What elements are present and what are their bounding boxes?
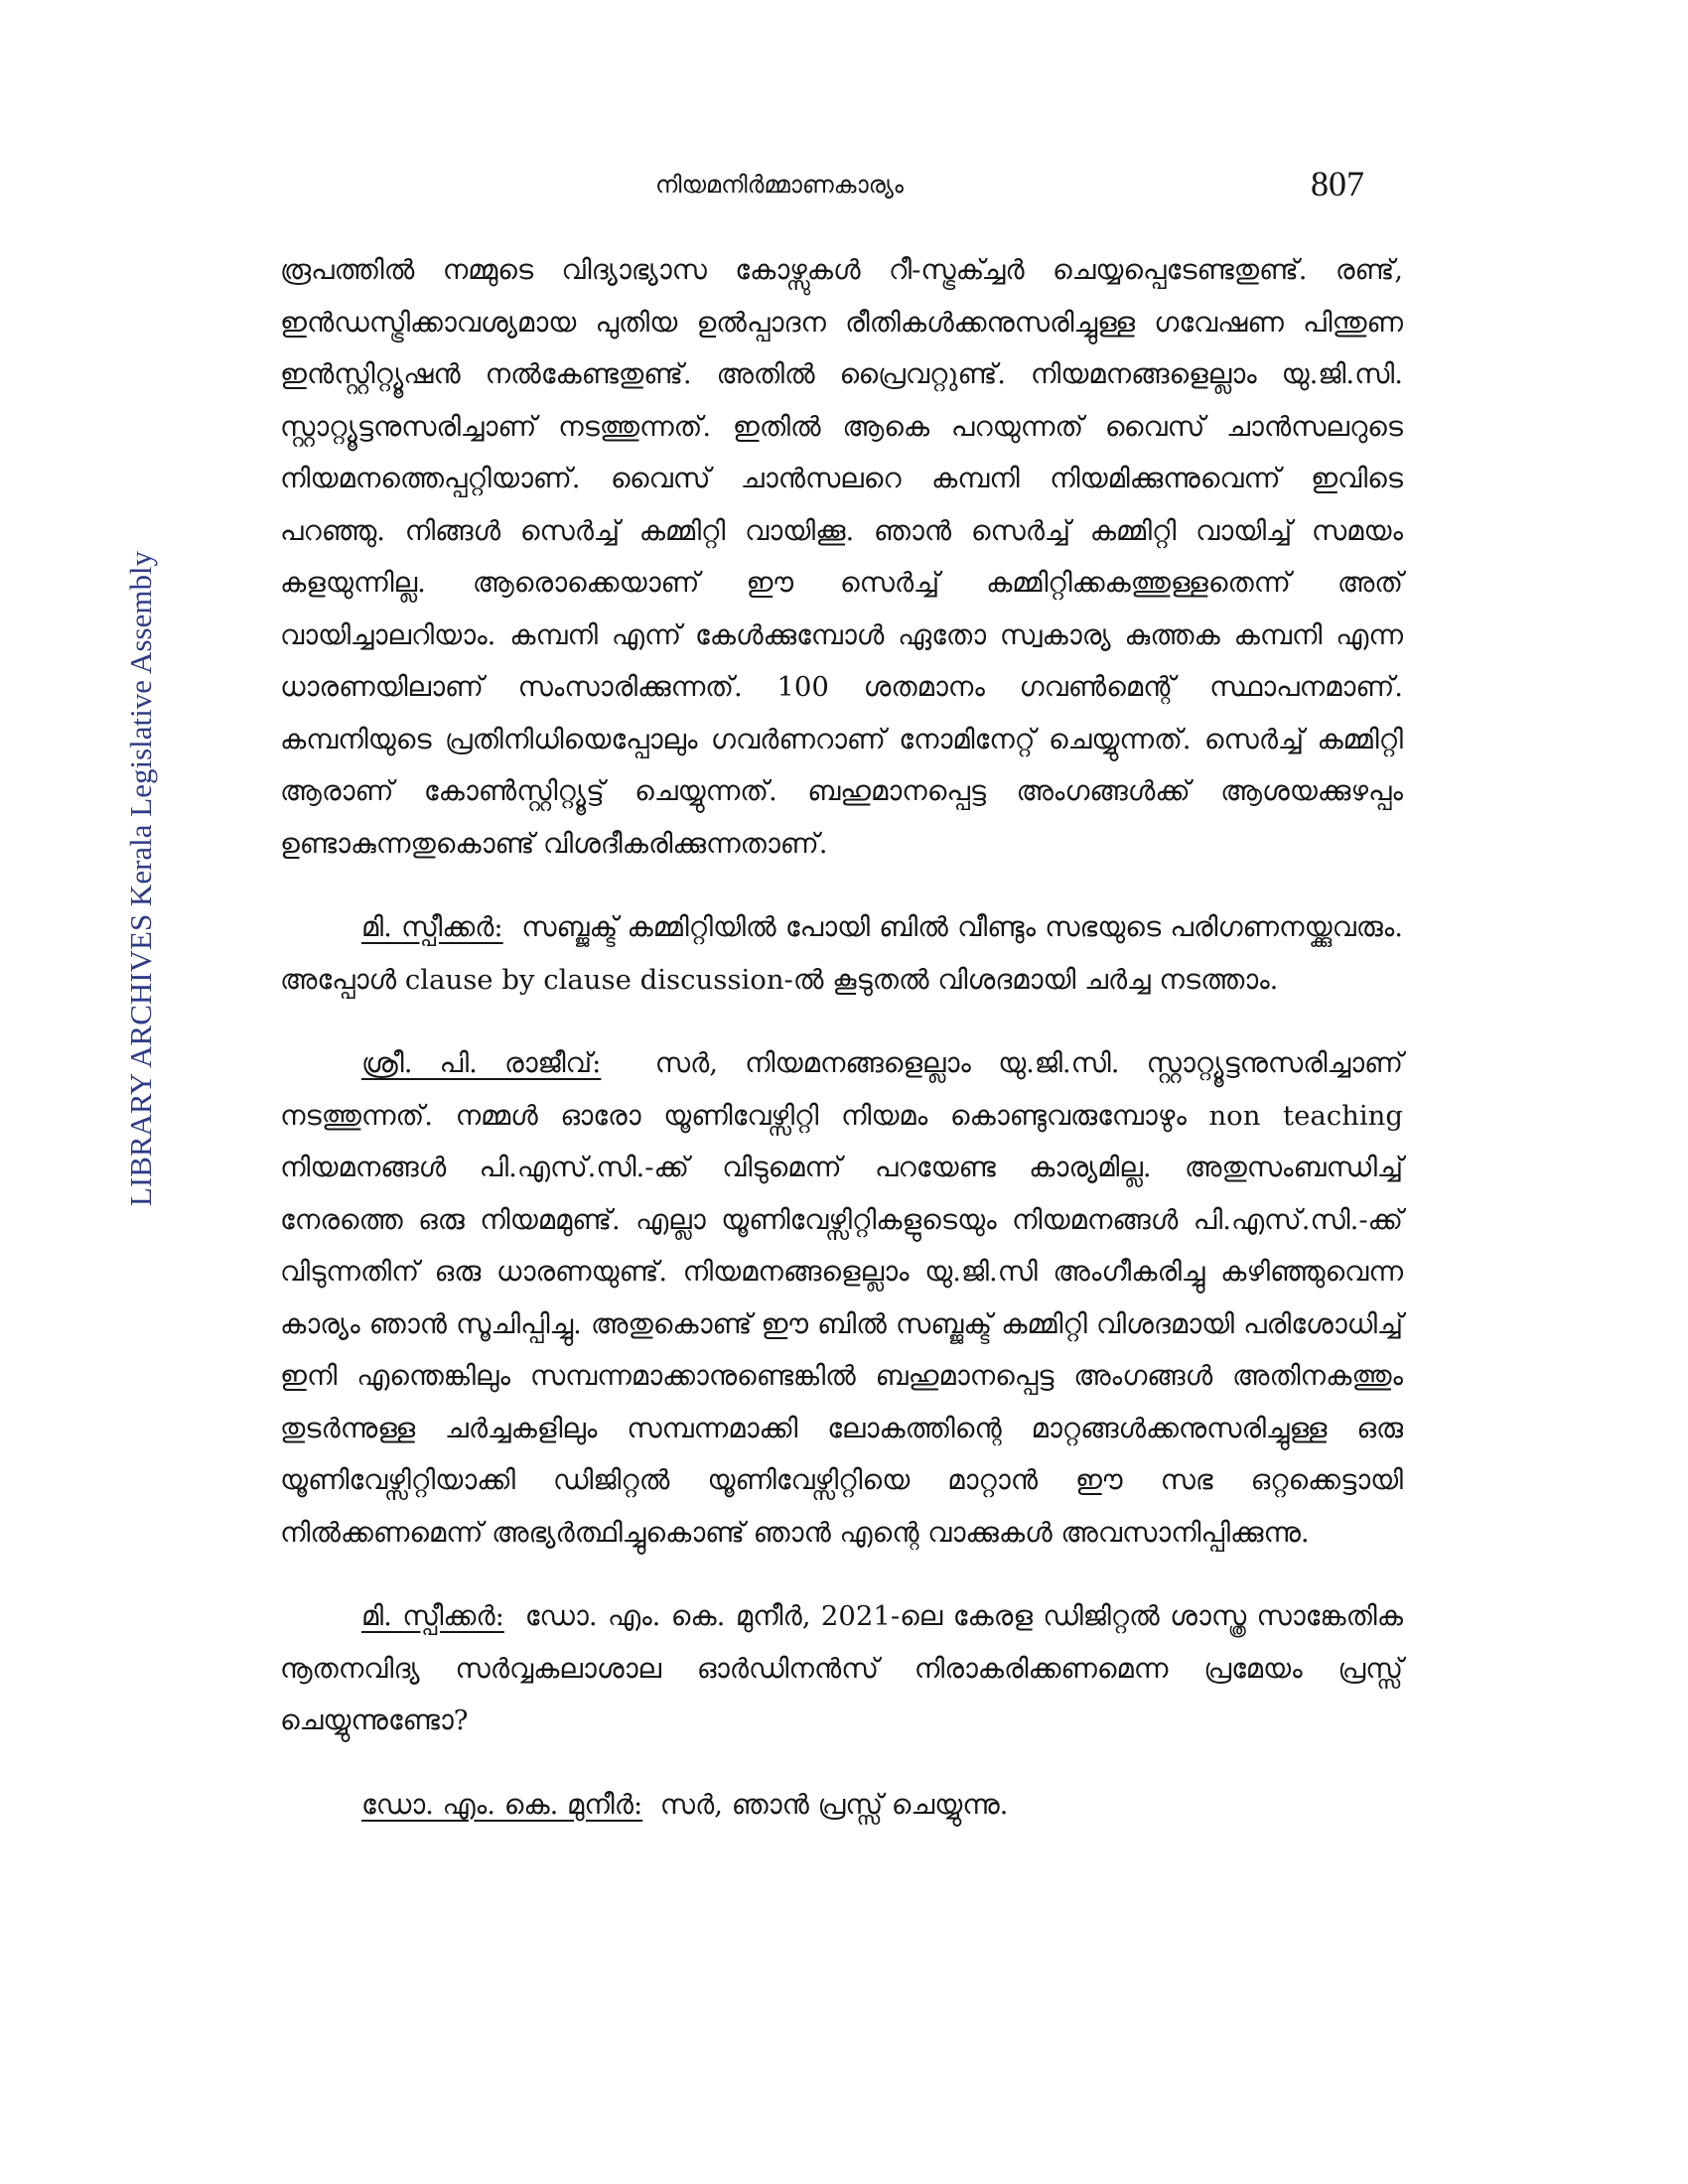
paragraph-text: സർ, നിയമനങ്ങളെല്ലാം യു.ജി.സി. സ്റ്റാറ്റ്യൂട്ടനുസരിച്ചാണ് നടത്തുന്നത്. നമ്മൾ ഓരോ യൂണിവേഴ്സിറ്റി നിയമം കൊണ്ടുവരുമ്പോഴും non teaching നിയമനങ്ങൾ പി.എസ്.സി.-ക്ക് വിടുമെന്ന് പറയേണ്ട കാര്യമില്ല. അതുസംബന്ധിച്ച് നേരത്തെ ഒരു നിയമമുണ്ട്. എല്ലാ യൂണിവേഴ്സിറ്റികളുടെയും നിയമനങ്ങൾ പി.എസ്.സി.-ക്ക് വിടുന്നതിന് ഒരു ധാരണയുണ്ട്. നിയമനങ്ങളെല്ലാം യു.ജി.സി അംഗീകരിച്ചു കഴിഞ്ഞുവെന്ന കാര്യം ഞാൻ സൂചിപ്പിച്ചു. അതുകൊണ്ട് ഈ ബിൽ സബ്ജക്ട് കമ്മിറ്റി വിശദമായി പരിശോധിച്ച് ഇനി എന്തെങ്കിലും സമ്പന്നമാക്കാനുണ്ടെങ്കിൽ ബഹുമാനപ്പെട്ട അംഗങ്ങൾ അതിനകത്തും തുടർന്നുള്ള ചർച്ചകളിലും സമ്പന്നമാക്കി ലോകത്തിന്റെ മാറ്റങ്ങൾക്കനുസരിച്ചുള്ള ഒരു യൂണിവേഴ്സിറ്റിയാക്കി ഡിജിറ്റൽ യൂണിവേഴ്സിറ്റിയെ മാറ്റാൻ ഈ സഭ ഒറ്റക്കെട്ടായി നിൽക്കണമെന്ന് അഭ്യർത്ഥിച്ചുകൊണ്ട് ഞാൻ എന്റെ വാക്കുകൾ അവസാനിപ്പിക്കുന്നു.: [280, 1047, 1403, 1549]
paragraph-speaker-statement: [280, 1037, 1403, 1559]
paragraph-speaker-statement: [280, 1590, 1403, 1747]
speaker-name: മി. സ്പീക്കർ:: [361, 1600, 504, 1632]
running-header-title: നിയമനിർമ്മാണകാര്യം: [655, 171, 904, 199]
paragraph-text: സർ, ഞാൻ പ്രസ്സ് ചെയ്യുന്നു.: [659, 1788, 1009, 1821]
page-body: [280, 244, 1403, 1862]
paragraph-text: ഡോ. എം. കെ. മുനീർ, 2021-ലെ കേരള ഡിജിറ്റൽ ശാസ്ത്ര സാങ്കേതിക നൂതനവിദ്യ സർവ്വകലാശാല ഓർഡിനൻസ് നിരാകരിക്കണമെന്ന പ്രമേയം പ്രസ്സ് ചെയ്യുന്നുണ്ടോ?: [280, 1600, 1403, 1736]
paragraph-speaker-statement: [280, 901, 1403, 1006]
page-number: 807: [1311, 164, 1364, 204]
paragraph-continuation: [280, 244, 1403, 870]
paragraph-text: സബ്ജക്ട് കമ്മിറ്റിയിൽ പോയി ബിൽ വീണ്ടും സഭയുടെ പരിഗണനയ്ക്കുവരും. അപ്പോൾ clause by clause discussion-ൽ കൂടുതൽ വിശദമായി ചർച്ച നടത്താം.: [280, 911, 1404, 996]
speaker-name: ഡോ. എം. കെ. മുനീർ:: [361, 1788, 643, 1821]
speaker-name: ശ്രീ. പി. രാജീവ്:: [361, 1047, 602, 1079]
archive-watermark: LIBRARY ARCHIVES Kerala Legislative Assembly: [123, 550, 158, 1207]
paragraph-speaker-statement: [280, 1779, 1403, 1832]
speaker-name: മി. സ്പീക്കർ:: [361, 911, 503, 943]
paragraph-text: രൂപത്തിൽ നമ്മുടെ വിദ്യാഭ്യാസ കോഴ്സുകൾ റീ-സ്ട്രക്ച്ചർ ചെയ്യപ്പെടേണ്ടതുണ്ട്. രണ്ട്, ഇൻഡസ്ട്രിക്കാവശ്യമായ പുതിയ ഉൽപ്പാദന രീതികൾക്കനുസരിച്ചുള്ള ഗവേഷണ പിന്തുണ ഇൻസ്റ്റിറ്റ്യൂഷൻ നൽകേണ്ടതുണ്ട്. അതിൽ പ്രൈവറ്റുണ്ട്. നിയമനങ്ങളെല്ലാം യു.ജി.സി. സ്റ്റാറ്റ്യൂട്ടനുസരിച്ചാണ് നടത്തുന്നത്. ഇതിൽ ആകെ പറയുന്നത് വൈസ് ചാൻസലറുടെ നിയമനത്തെപ്പറ്റിയാണ്. വൈസ് ചാൻസലറെ കമ്പനി നിയമിക്കുന്നുവെന്ന് ഇവിടെ പറഞ്ഞു. നിങ്ങൾ സെർച്ച് കമ്മിറ്റി വായിക്കൂ. ഞാൻ സെർച്ച് കമ്മിറ്റി വായിച്ച് സമയം കളയുന്നില്ല. ആരൊക്കെയാണ് ഈ സെർച്ച് കമ്മിറ്റിക്കകത്തുള്ളതെന്ന് അത് വായിച്ചാലറിയാം. കമ്പനി എന്ന് കേൾക്കുമ്പോൾ ഏതോ സ്വകാര്യ കുത്തക കമ്പനി എന്ന ധാരണയിലാണ് സംസാരിക്കുന്നത്. 100 ശതമാനം ഗവൺമെന്റ് സ്ഥാപനമാണ്. കമ്പനിയുടെ പ്രതിനിധിയെപ്പോലും ഗവർണറാണ് നോമിനേറ്റ് ചെയ്യുന്നത്. സെർച്ച് കമ്മിറ്റി ആരാണ് കോൺസ്റ്റിറ്റ്യൂട്ട് ചെയ്യുന്നത്. ബഹുമാനപ്പെട്ട അംഗങ്ങൾക്ക് ആശയക്കുഴപ്പം ഉണ്ടാകുന്നതുകൊണ്ട് വിശദീകരിക്കുന്നതാണ്.: [280, 254, 1403, 860]
